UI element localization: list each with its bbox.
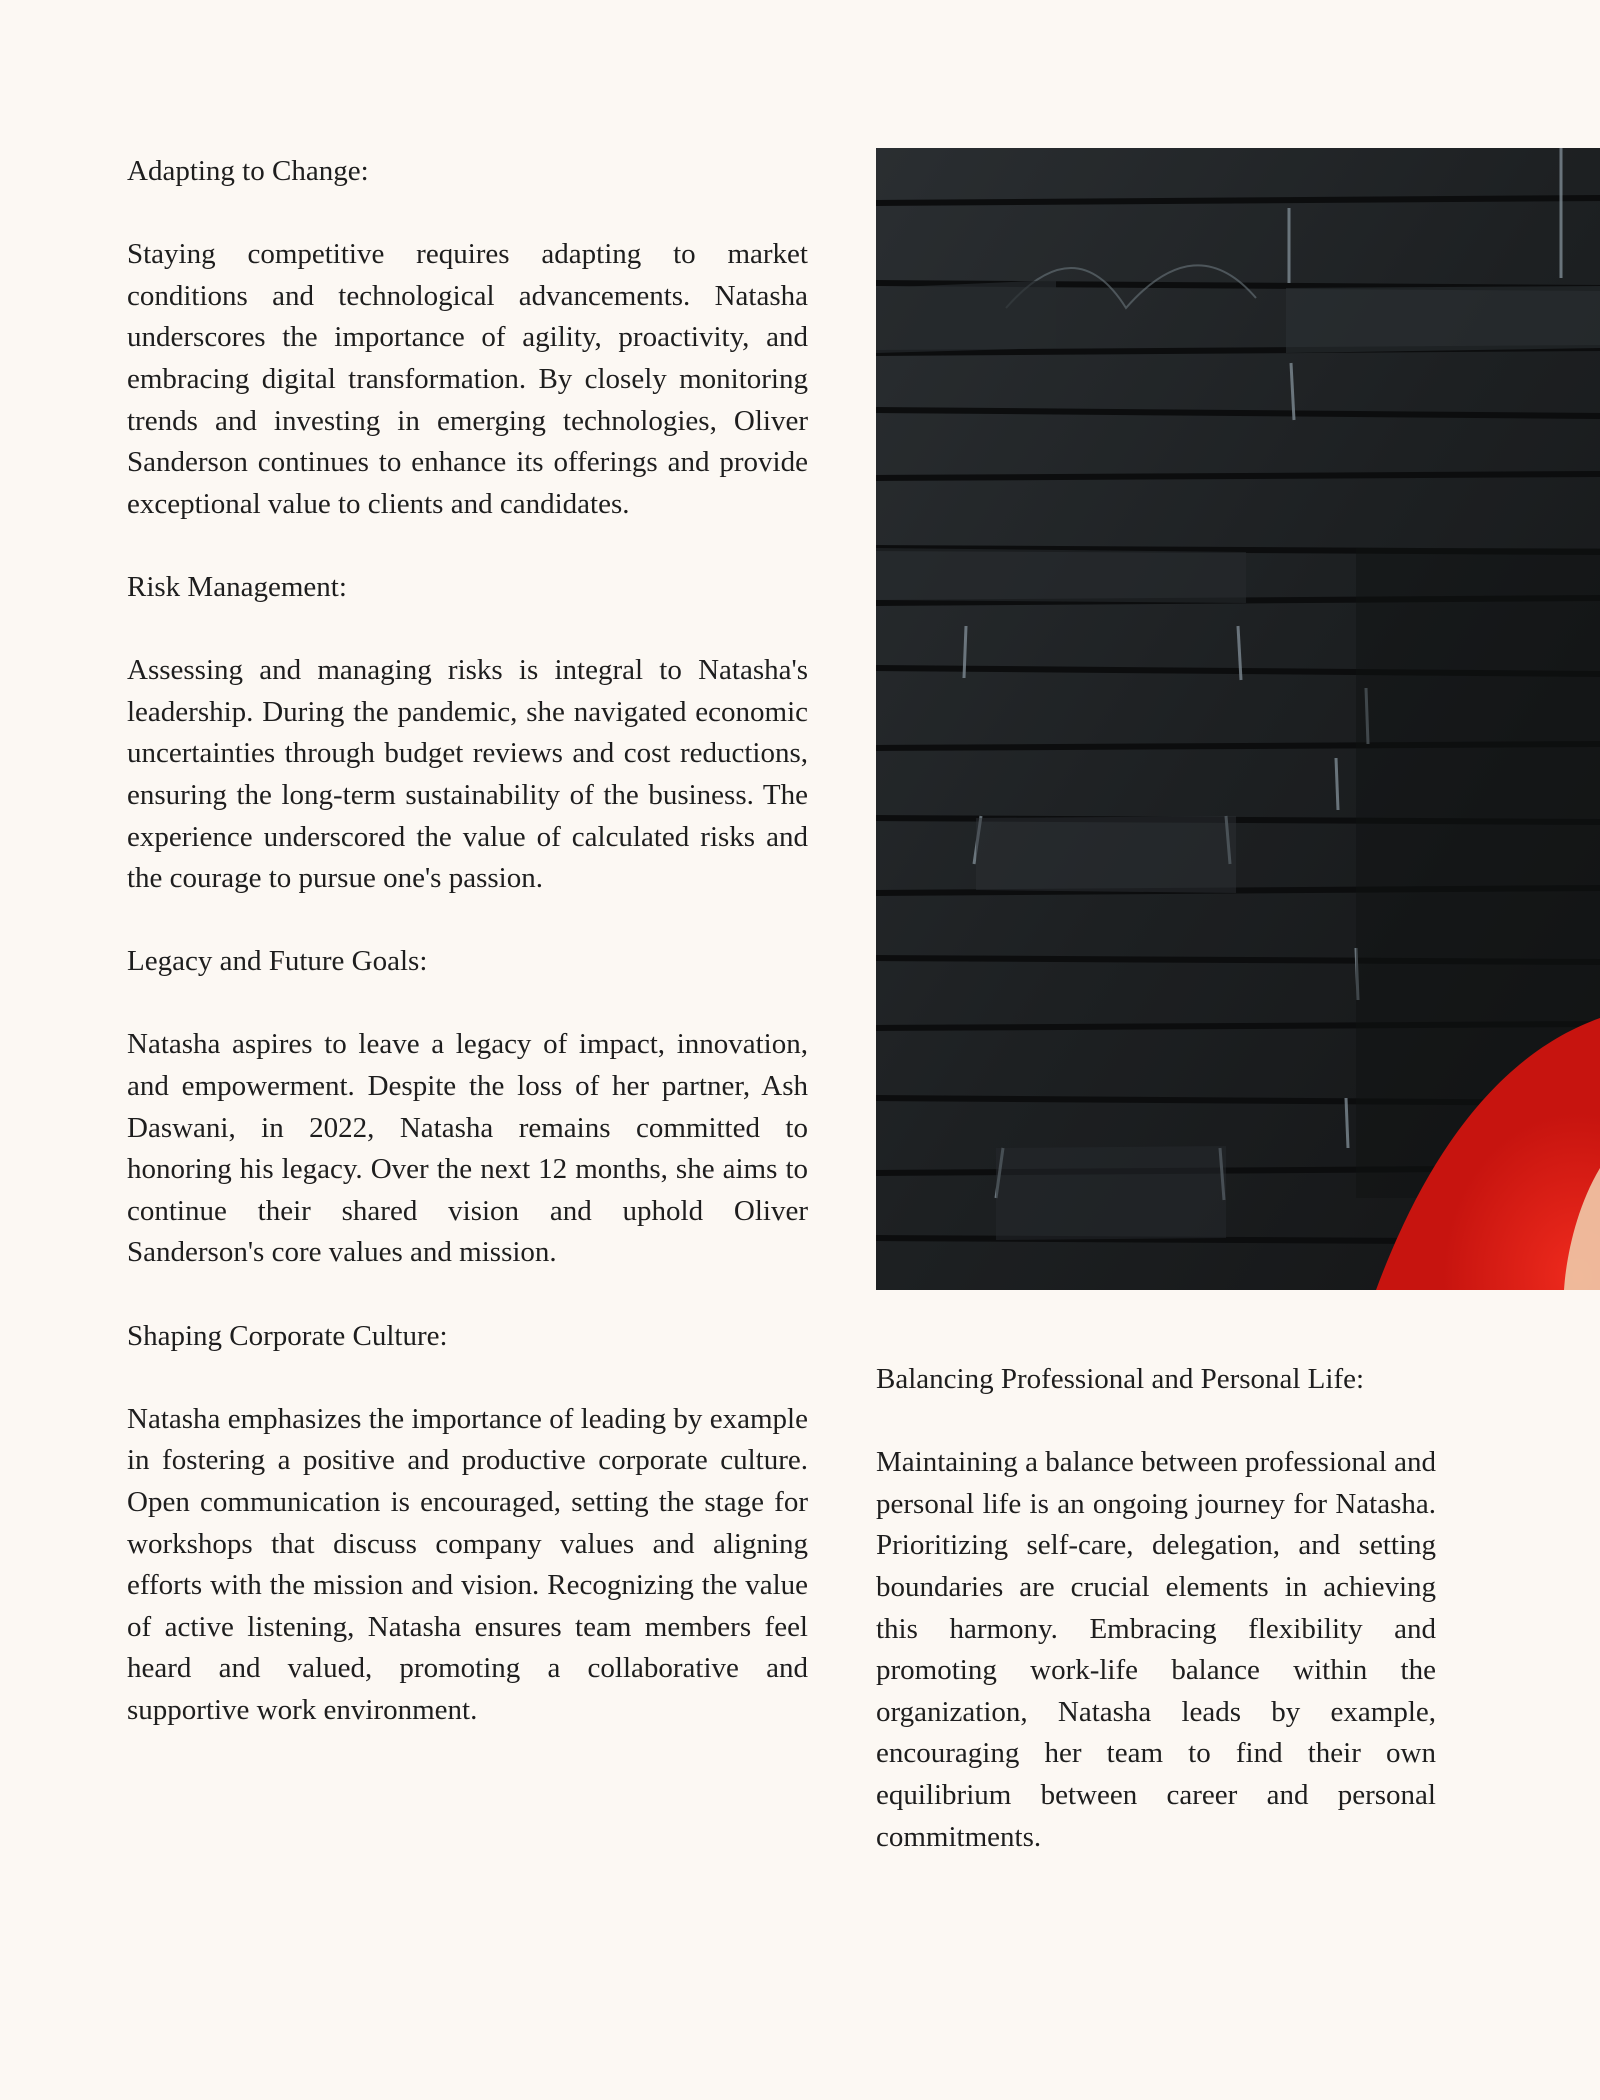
section-body-adapting-to-change: Staying competitive requires adapting to market conditions and technological advancements. Natasha underscores the importance of agility, proactivity, and embracing digital transformation. By closely monitoring trends and investing in emerging technologies, Oliver Sanderson continues to enhance its offerings and provide exceptional value to clients and candidates. — [127, 238, 808, 520]
section-body-shaping-corporate-culture: Natasha emphasizes the importance of leading by example in fostering a positive and productive corporate culture. Open communication is encouraged, setting the stage for workshops that discuss company values and aligning efforts with the mission and vision. Recognizing the value of active listening, Natasha ensures team members feel heard and valued, promoting a collaborative and supportive work environment. — [127, 1402, 808, 1726]
section-heading-shaping-corporate-culture: Shaping Corporate Culture: — [127, 1319, 448, 1352]
section-heading-adapting-to-change: Adapting to Change: — [127, 155, 369, 187]
section-heading-balancing-professional-and-personal-life: Balancing Professional and Personal Life: — [876, 1363, 1365, 1395]
stone-wall-photo-illustration — [876, 148, 1600, 1290]
right-text-column — [876, 1359, 1436, 1900]
left-text-column — [127, 151, 808, 1773]
section-heading-risk-management: Risk Management: — [127, 570, 347, 603]
section-heading-legacy-and-future-goals: Legacy and Future Goals: — [127, 945, 428, 978]
section-body-balancing-professional-and-personal-life: Maintaining a balance between professional and personal life is an ongoing journey for Natasha. Prioritizing self-care, delegation, and setting boundaries are crucial elements in achieving this harmony. Embracing flexibility and promoting work-life balance within the organization, Natasha leads by example, encouraging her team to find their own equilibrium between career and personal commitments. — [876, 1446, 1436, 1853]
portrait-photo — [876, 148, 1600, 1290]
section-body-risk-management: Assessing and managing risks is integral to Natasha's leadership. During the pandemic, she navigated economic uncertainties through budget reviews and cost reductions, ensuring the long-term sustainability of the business. The experience underscored the value of calculated risks and the courage to pursue one's passion. — [127, 654, 808, 895]
section-body-legacy-and-future-goals: Natasha aspires to leave a legacy of impact, innovation, and empowerment. Despite the loss of her partner, Ash Daswani, in 2022, Natasha remains committed to honoring his legacy. Over the next 12 months, she aims to continue their shared vision and uphold Oliver Sanderson's core values and mission. — [127, 1028, 808, 1269]
